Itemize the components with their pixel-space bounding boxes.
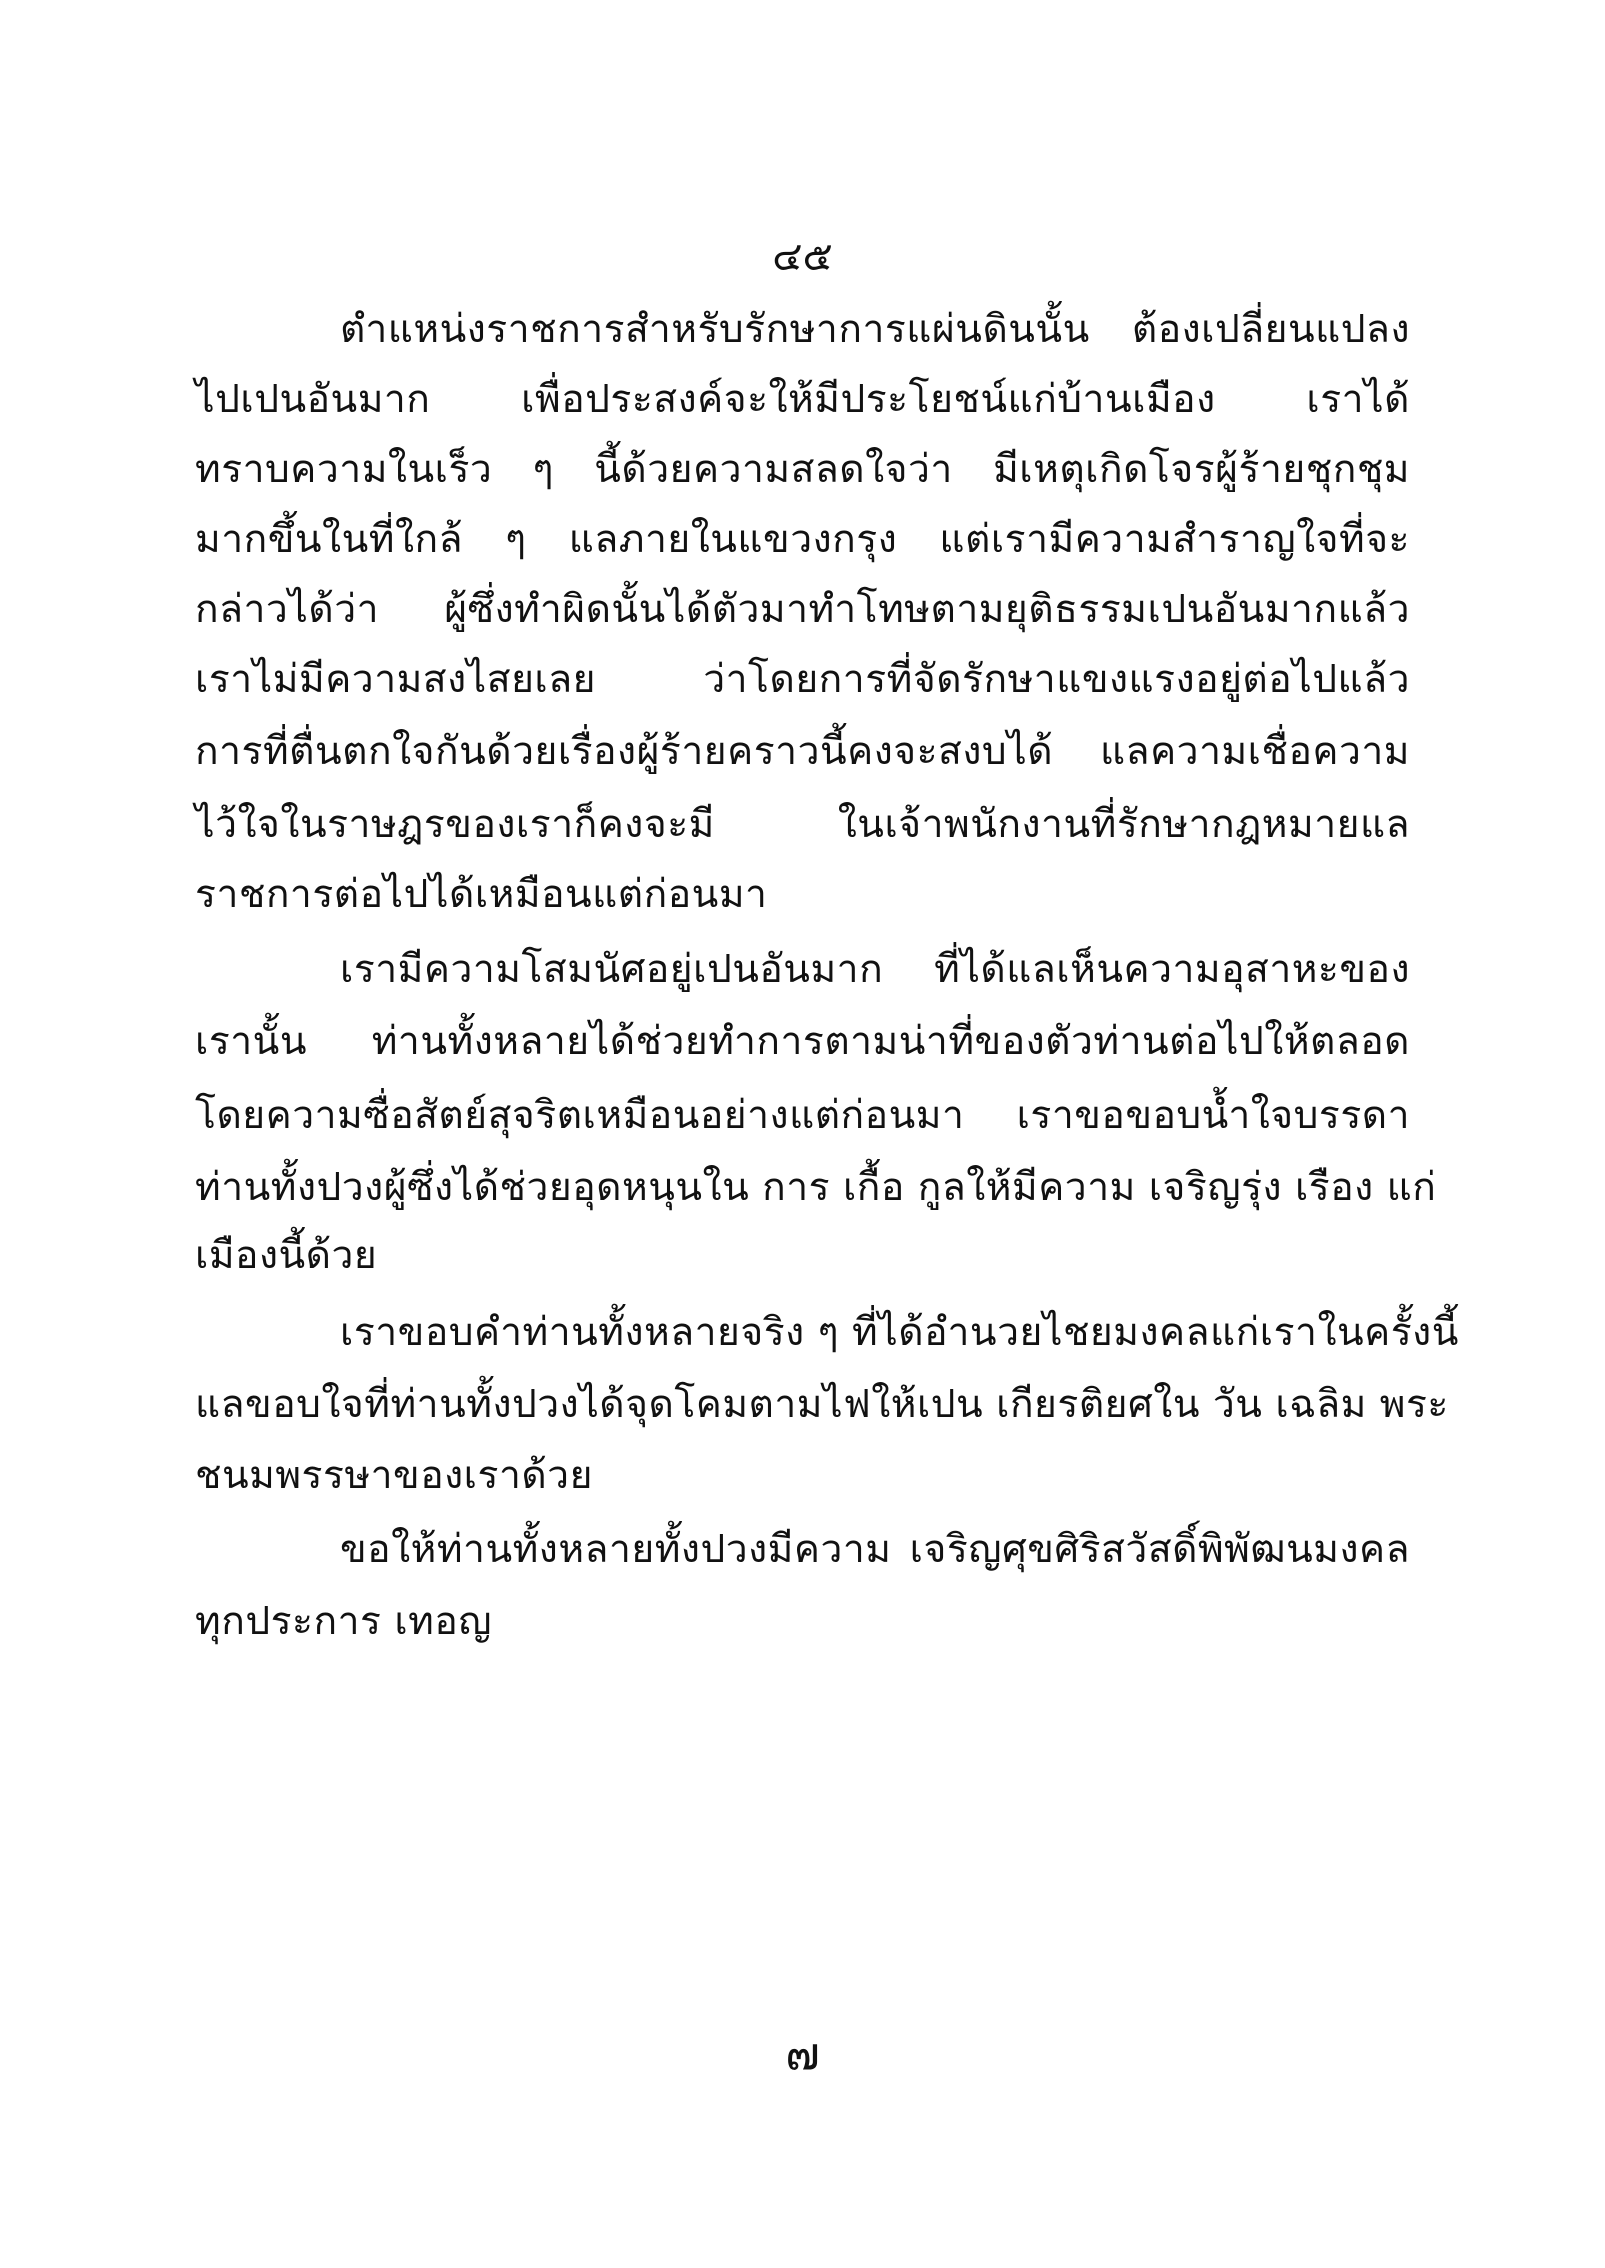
text-line: ทราบความในเร็ว ๆ นี้ด้วยความสลดใจว่า มีเหตุเกิดโจรผู้ร้ายชุกชุม bbox=[195, 447, 1410, 492]
text-line: ไว้ใจในราษฎรของเราก็คงจะมี ในเจ้าพนักงานที่รักษากฎหมายแล bbox=[195, 802, 1410, 847]
text-line: กล่าวได้ว่า ผู้ซึ่งทำผิดนั้นได้ตัวมาทำโทษตามยุติธรรมเปนอันมากแล้ว bbox=[195, 587, 1410, 632]
page-number-bottom: ๗ bbox=[785, 2026, 820, 2080]
text-line: เราขอบคำท่านทั้งหลายจริง ๆ ที่ได้อำนวยไชยมงคลแก่เราในครั้งนี้ bbox=[340, 1310, 1459, 1355]
text-line: แลขอบใจที่ท่านทั้งปวงได้จุดโคมตามไฟให้เปน เกียรติยศใน วัน เฉลิม พระ bbox=[195, 1382, 1449, 1427]
text-line: โดยความซื่อสัตย์สุจริตเหมือนอย่างแต่ก่อนมา เราขอขอบน้ำใจบรรดา bbox=[195, 1093, 1410, 1138]
text-line: ราชการต่อไปได้เหมือนแต่ก่อนมา bbox=[195, 872, 768, 917]
text-line: ตำแหน่งราชการสำหรับรักษาการแผ่นดินนั้น ต้องเปลี่ยนแปลง bbox=[340, 307, 1410, 352]
text-line: เรานั้น ท่านทั้งหลายได้ช่วยทำการตามน่าที่ของตัวท่านต่อไปให้ตลอด bbox=[195, 1019, 1410, 1064]
text-line: การที่ตื่นตกใจกันด้วยเรื่องผู้ร้ายคราวนี้คงจะสงบได้ แลความเชื่อความ bbox=[195, 729, 1410, 774]
text-line: เราไม่มีความสงไสยเลย ว่าโดยการที่จัดรักษาแขงแรงอยู่ต่อไปแล้ว bbox=[195, 657, 1410, 702]
text-line: ชนมพรรษาของเราด้วย bbox=[195, 1453, 593, 1498]
text-line: ท่านทั้งปวงผู้ซึ่งได้ช่วยอุดหนุนใน การ เกื้อ กูลให้มีความ เจริญรุ่ง เรือง แก่ bbox=[195, 1165, 1437, 1210]
page-number-top: ๔๕ bbox=[772, 234, 833, 280]
text-line: ขอให้ท่านทั้งหลายทั้งปวงมีความ เจริญศุขศิริสวัสดิ์พิพัฒนมงคล bbox=[340, 1527, 1410, 1572]
text-line: เมืองนี้ด้วย bbox=[195, 1233, 378, 1278]
text-line: มากขึ้นในที่ใกล้ ๆ แลภายในแขวงกรุง แต่เรามีความสำราญใจที่จะ bbox=[195, 517, 1410, 562]
text-line: ทุกประการ เทอญ bbox=[195, 1599, 493, 1644]
text-line: เรามีความโสมนัศอยู่เปนอันมาก ที่ได้แลเห็นความอุสาหะของ bbox=[340, 947, 1410, 992]
text-line: ไปเปนอันมาก เพื่อประสงค์จะให้มีประโยชน์แก่บ้านเมือง เราได้ bbox=[195, 377, 1410, 422]
